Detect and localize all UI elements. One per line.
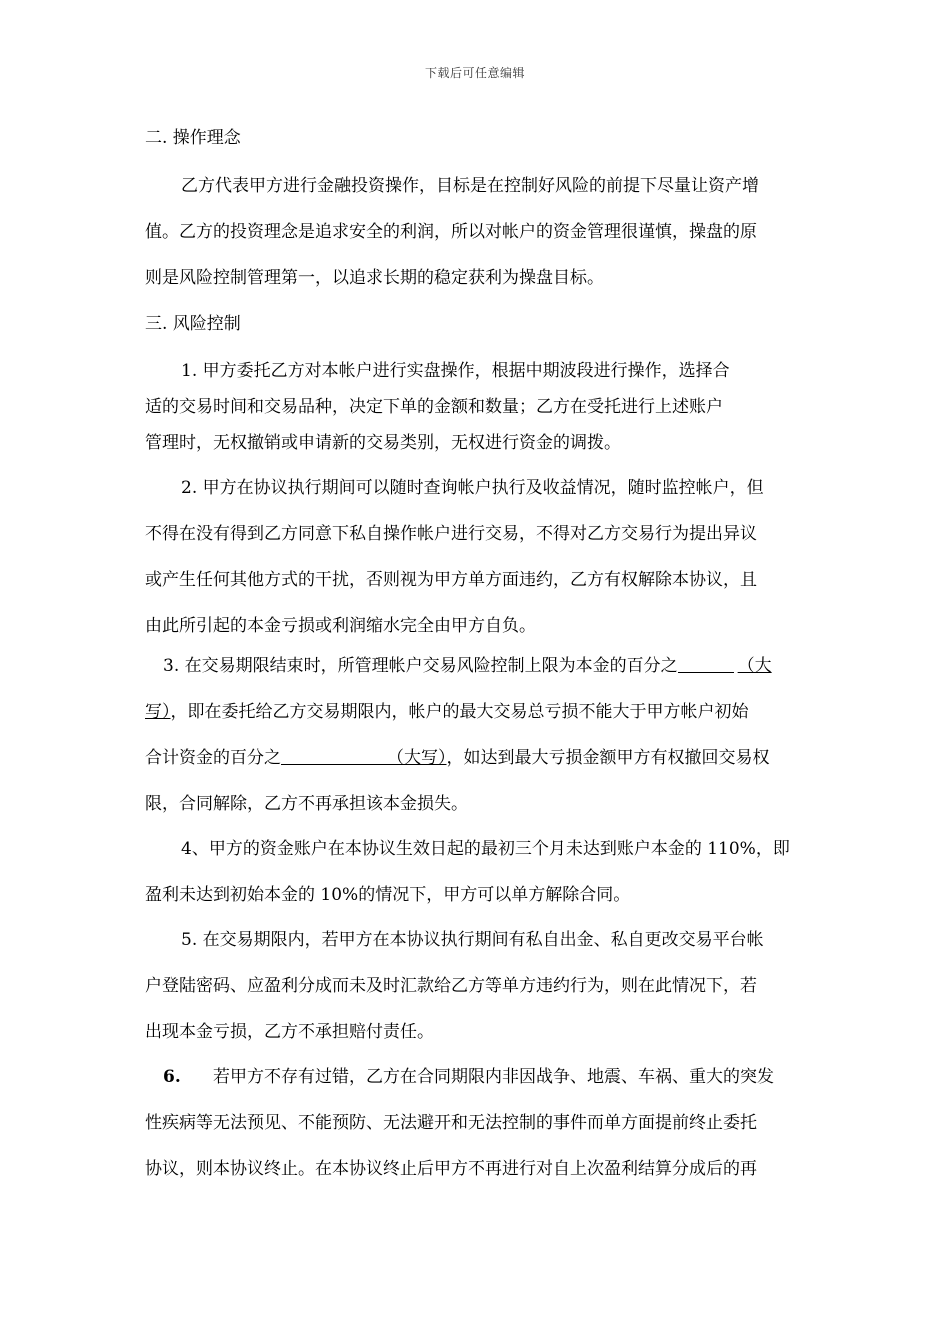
fill-in-blank xyxy=(678,654,734,673)
paragraph-line: 盈利未达到初始本金的 10%的情况下，甲方可以单方解除合同。 xyxy=(145,885,631,905)
page-header: 下载后可任意编辑 xyxy=(424,66,525,80)
paragraph-line: 值。乙方的投资理念是追求安全的利润，所以对帐户的资金管理很谨慎，操盘的原 xyxy=(145,222,757,242)
section-heading-risk-control: 三. 风险控制 xyxy=(145,314,241,334)
paragraph-line: 管理时，无权撤销或申请新的交易类别，无权进行资金的调拨。 xyxy=(145,433,621,453)
clause-4 xyxy=(145,826,850,918)
paragraph-line: 协议，则本协议终止。在本协议终止后甲方不再进行对自上次盈利结算分成后的再 xyxy=(145,1159,757,1179)
clause-1 xyxy=(145,353,850,461)
paragraph-line xyxy=(145,643,850,689)
paragraph-line xyxy=(145,689,850,735)
clause-3-text: ，即在委托给乙方交易期限内，帐户的最大交易总亏损不能大于甲方帐户初始 xyxy=(170,702,749,722)
paragraph-line: 不得在没有得到乙方同意下私自操作帐户进行交易，不得对乙方交易行为提出异议 xyxy=(145,524,757,544)
section-heading-operation-philosophy: 二. 操作理念 xyxy=(145,128,241,148)
paragraph-line: 户登陆密码、应盈利分成而未及时汇款给乙方等单方违约行为，则在此情况下，若 xyxy=(145,976,757,996)
paragraph-line: 限，合同解除，乙方不再承担该本金损失。 xyxy=(145,794,468,814)
paragraph-line: 由此所引起的本金亏损或利润缩水完全由甲方自负。 xyxy=(145,616,536,636)
fill-in-blank xyxy=(281,746,387,765)
clause-3-text: 合计资金的百分之 xyxy=(145,748,281,768)
clause-6-text: 若甲方不存有过错，乙方在合同期限内非因战争、地震、车祸、重大的突发 xyxy=(213,1067,774,1087)
paragraph-line: 出现本金亏损，乙方不承担赔付责任。 xyxy=(145,1022,434,1042)
paragraph-operation-philosophy xyxy=(145,163,850,301)
clause-6-number: 6. xyxy=(163,1067,181,1087)
clause-5 xyxy=(145,917,850,1055)
paragraph-line xyxy=(145,735,850,781)
paragraph-line: 1. 甲方委托乙方对本帐户进行实盘操作，根据中期波段进行操作，选择合 xyxy=(181,361,730,381)
clause-3-text: 3. 在交易期限结束时，所管理帐户交易风险控制上限为本金的百分之 xyxy=(163,656,678,676)
paragraph-line xyxy=(145,1054,850,1100)
clause-3-text: （大写） xyxy=(387,748,447,768)
paragraph-line: 或产生任何其他方式的干扰，否则视为甲方单方面违约，乙方有权解除本协议，且 xyxy=(145,570,757,590)
clause-3-text: 写） xyxy=(145,702,171,722)
clause-3 xyxy=(145,643,850,827)
paragraph-line: 乙方代表甲方进行金融投资操作，目标是在控制好风险的前提下尽量让资产增 xyxy=(181,176,759,196)
paragraph-line: 性疾病等无法预见、不能预防、无法避开和无法控制的事件而单方面提前终止委托 xyxy=(145,1113,757,1133)
clause-3-text: （大 xyxy=(737,656,772,676)
paragraph-line: 则是风险控制管理第一，以追求长期的稳定获利为操盘目标。 xyxy=(145,268,604,288)
clause-2 xyxy=(145,465,850,649)
paragraph-line: 5. 在交易期限内，若甲方在本协议执行期间有私自出金、私自更改交易平台帐 xyxy=(181,930,764,950)
clause-6 xyxy=(145,1054,850,1192)
paragraph-line: 2. 甲方在协议执行期间可以随时查询帐户执行及收益情况，随时监控帐户，但 xyxy=(181,478,764,498)
paragraph-line: 适的交易时间和交易品种，决定下单的金额和数量；乙方在受托进行上述账户 xyxy=(145,397,723,417)
clause-3-text: ，如达到最大亏损金额甲方有权撤回交易权 xyxy=(446,748,770,768)
paragraph-line: 4、甲方的资金账户在本协议生效日起的最初三个月未达到账户本金的 110%，即 xyxy=(181,839,790,859)
